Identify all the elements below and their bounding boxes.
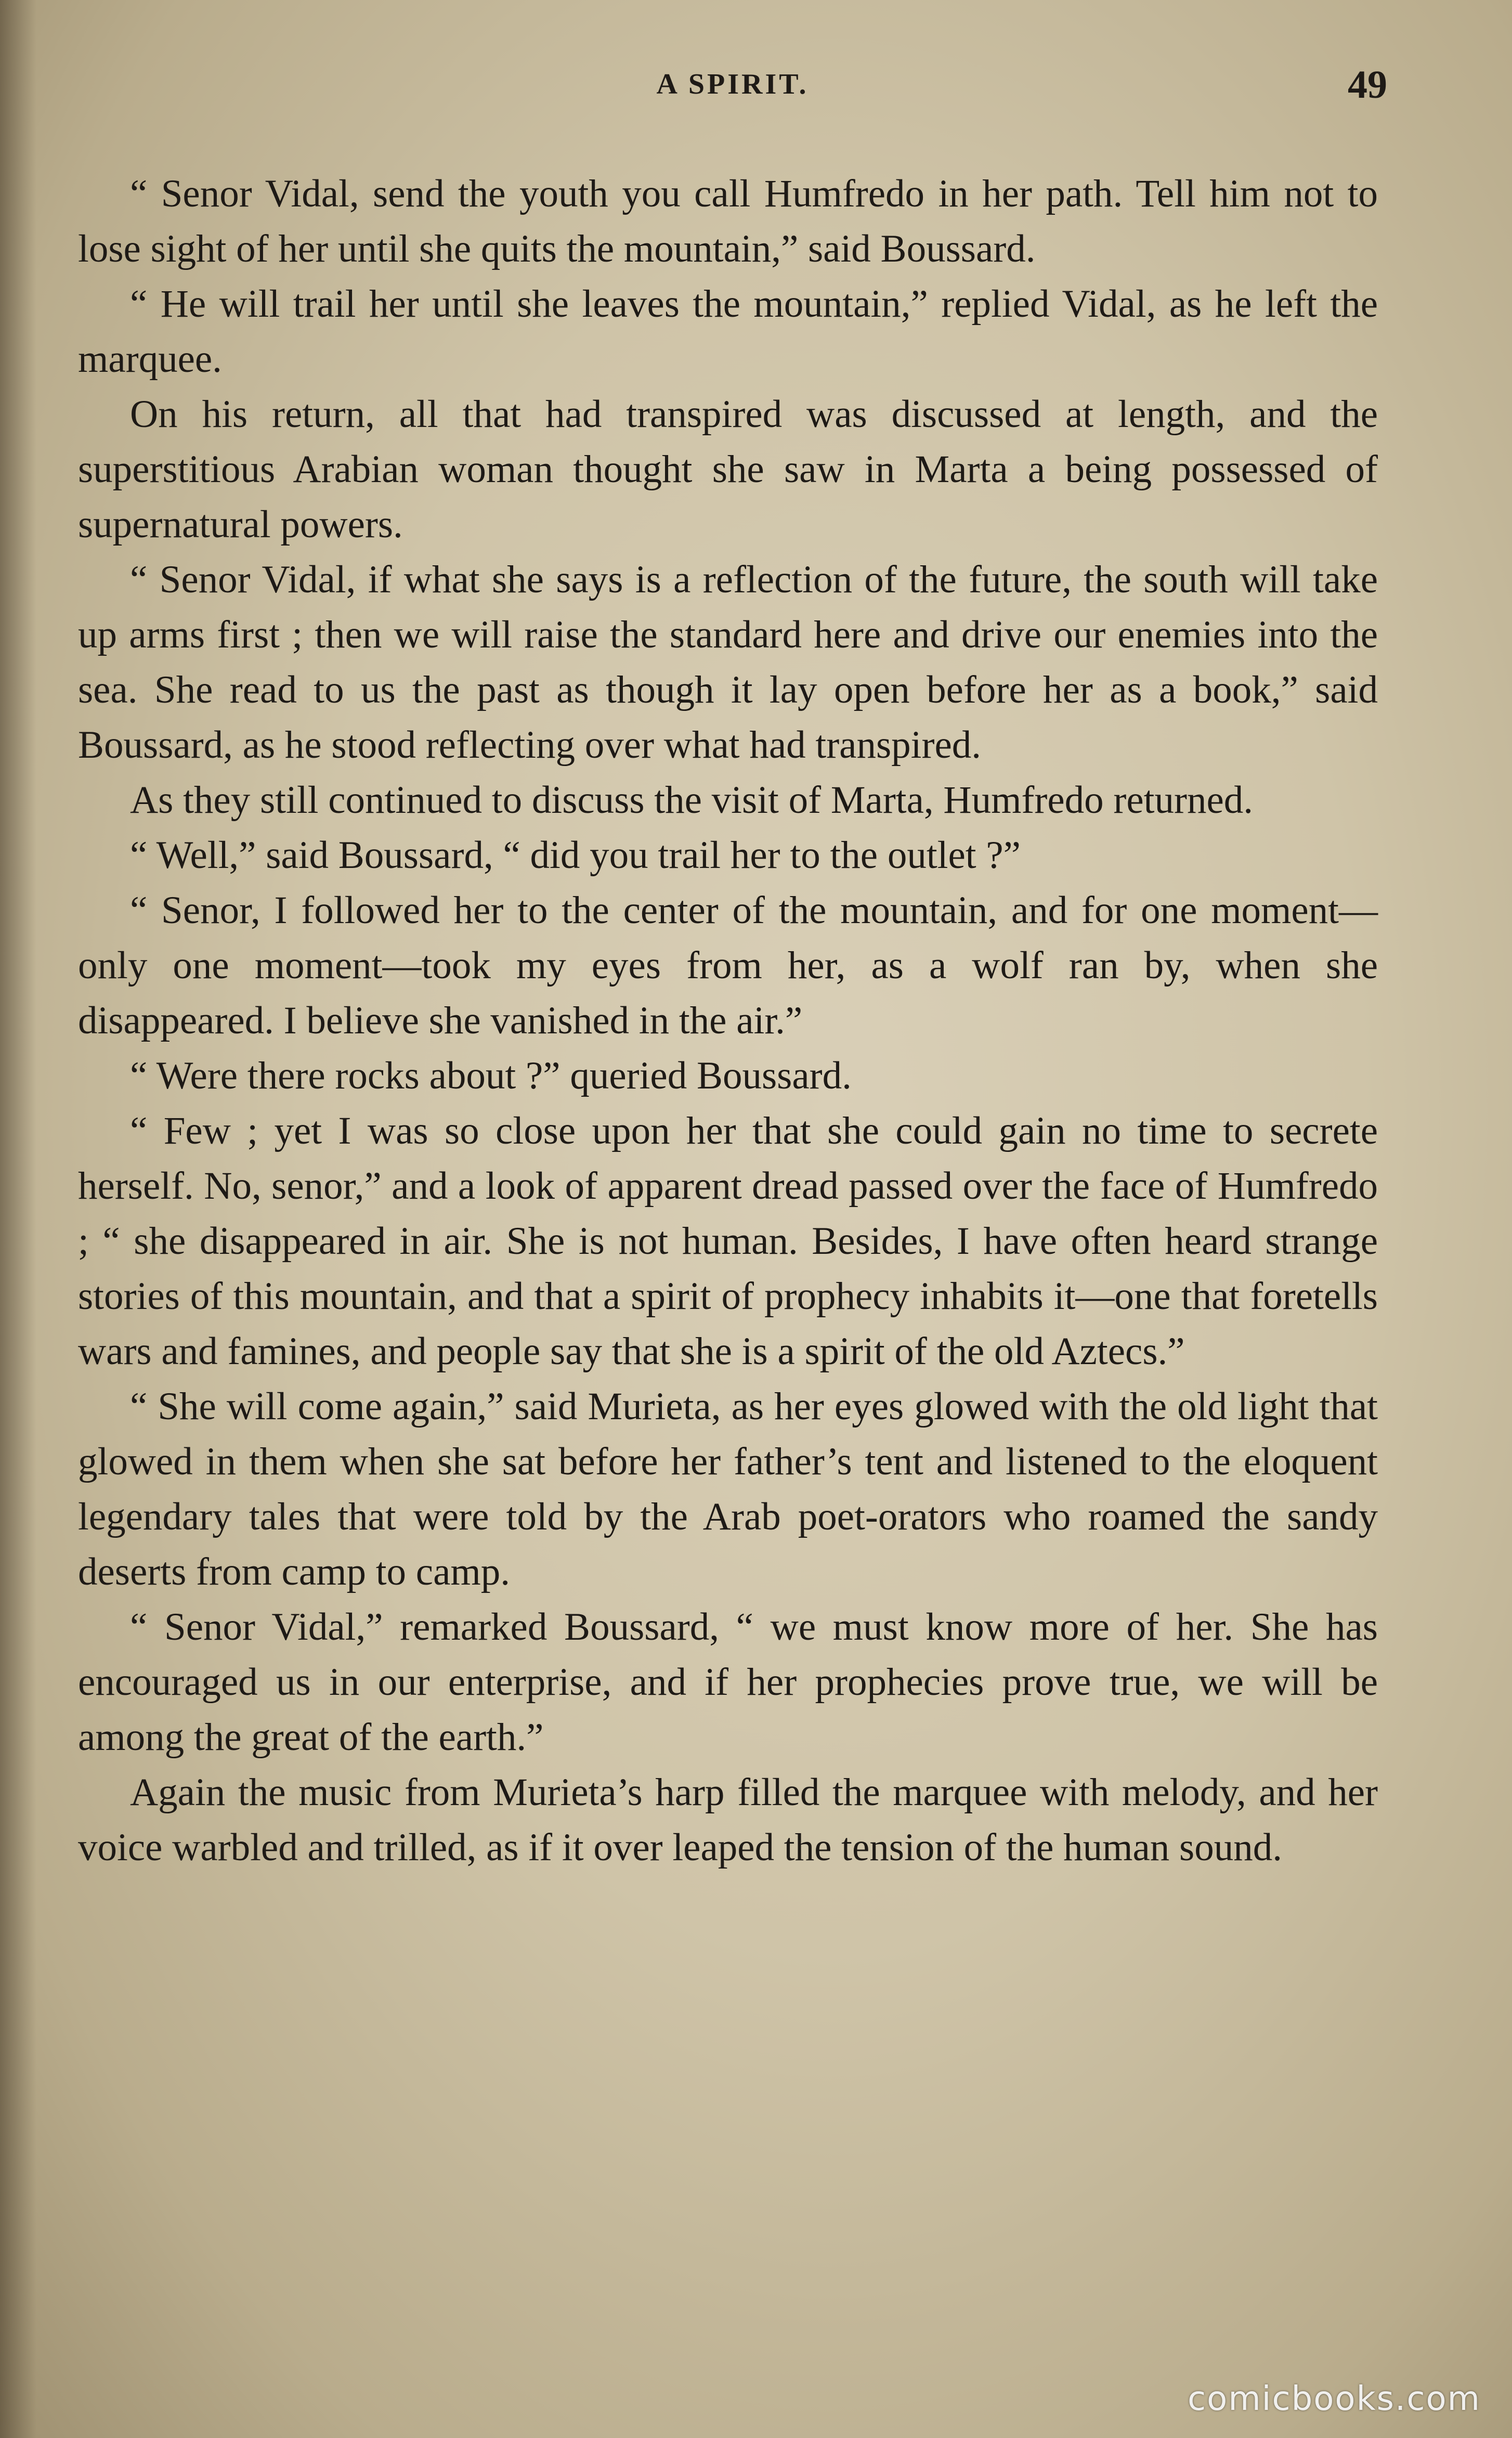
paragraph: “ Senor Vidal, send the youth you call Humfredo in her path. Tell him not to lose sight of her until she quits the mountain,” said Boussard.: [78, 172, 1378, 270]
body-text: [78, 166, 1378, 1875]
paragraph: “ Few ; yet I was so close upon her that she could gain no time to secrete herself. No, senor,” and a look of apparent dread passed over the face of Humfredo ; “ she disappeared in air. She is not human. Besides, I have often heard strange stories of this mountain, and that a spirit of prophecy inhabits it—one that foretells wars and famines, and people say that she is a spirit of the old Aztecs.”: [78, 1109, 1378, 1373]
paragraph: “ Senor Vidal, if what she says is a reflection of the future, the south will take up arms first ; then we will raise the standard here and drive our enemies into the sea. She read to us the past as though it lay open before her as a book,” said Boussard, as he stood reflecting over what had transpired.: [78, 558, 1378, 767]
page-header: [78, 62, 1387, 120]
paragraph: “ Were there rocks about ?” queried Boussard.: [130, 1054, 852, 1097]
paragraph: Again the music from Murieta’s harp filled the marquee with melody, and her voice warbled and trilled, as if it over leaped the tension of the human sound.: [78, 1771, 1378, 1869]
page-edge-shadow: [0, 0, 36, 2438]
paragraph: “ He will trail her until she leaves the mountain,” replied Vidal, as he left the marquee.: [78, 282, 1378, 381]
running-head: A SPIRIT.: [656, 68, 809, 100]
paragraph: On his return, all that had transpired was discussed at length, and the superstitious Arabian woman thought she saw in Marta a being possessed of supernatural powers.: [78, 393, 1378, 546]
watermark: comicbooks.com: [1187, 2380, 1481, 2418]
paragraph: “ Senor, I followed her to the center of the mountain, and for one moment—only one moment—took my eyes from her, as a wolf ran by, when she disappeared. I believe she vanished in the air.”: [78, 889, 1378, 1042]
paragraph: “ Well,” said Boussard, “ did you trail her to the outlet ?”: [130, 834, 1021, 877]
paragraph: “ Senor Vidal,” remarked Boussard, “ we must know more of her. She has encouraged us in our enterprise, and if her prophecies prove true, we will be among the great of the earth.”: [78, 1605, 1378, 1759]
paragraph: “ She will come again,” said Murieta, as her eyes glowed with the old light that glowed in them when she sat before her father’s tent and listened to the eloquent legendary tales that were told by the Arab poet-orators who roamed the sandy deserts from camp to camp.: [78, 1385, 1378, 1593]
page-number: 49: [1348, 63, 1387, 107]
paragraph: As they still continued to discuss the visit of Marta, Humfredo returned.: [130, 779, 1254, 822]
